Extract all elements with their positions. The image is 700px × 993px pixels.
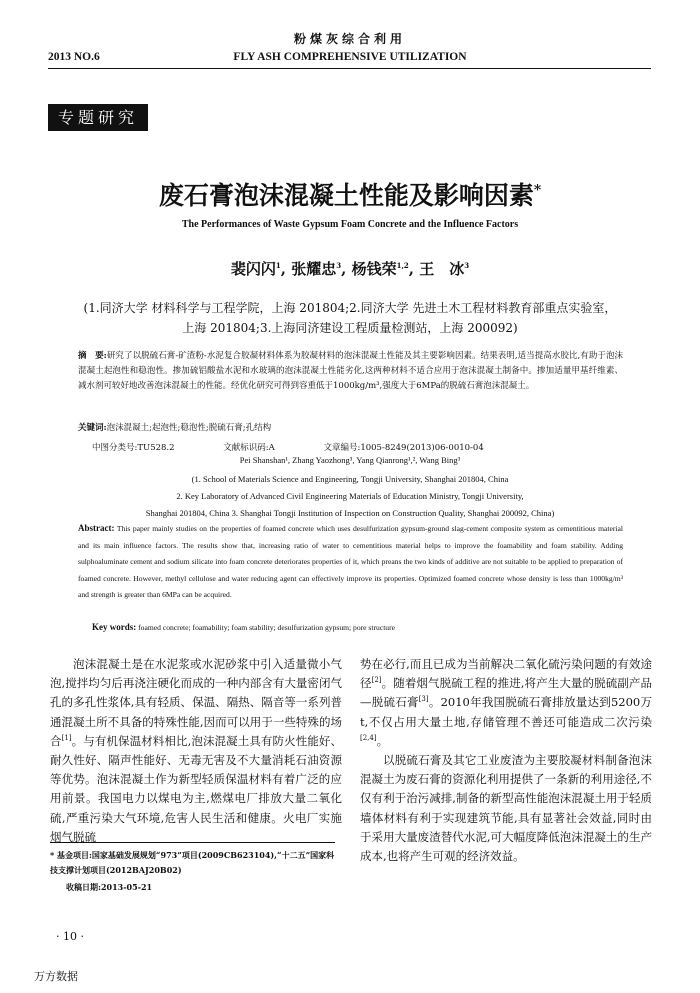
journal-title-en: FLY ASH COMPREHENSIVE UTILIZATION (233, 51, 467, 63)
body-paragraph: 势在必行,而且已成为当前解决二氧化硫污染问题的有效途径[2]。随着烟气脱硫工程的推进,将产生大量的脱硫副产品—脱硫石膏[3]。2010年我国脱硫石膏排放量达到5200万t,不仅占用大量土地,存储管理不善还可能造成二次污染[2,4]。 (360, 657, 653, 748)
clc-number: 中图分类号:TU528.2 (92, 443, 175, 453)
author: 王 冰 (419, 260, 465, 278)
section-label: 专题研究 (48, 104, 148, 131)
keywords-cn: 关键词:泡沫混凝土;起泡性;稳泡性;脱硫石膏;孔结构 (78, 423, 272, 433)
classification-row (92, 441, 530, 453)
author: 张耀忠 (291, 260, 337, 278)
paper-title-cn: 废石膏泡沫混凝土性能及影响因素* (158, 181, 542, 210)
abstract-en: Abstract: This paper mainly studies on the properties of foamed concrete which uses desulfurization gypsum-ground slag-cement composite system as cementitious material and its main influence factors. The results show that, increasing ratio of water to cementitious material helps to improve the foamability and foam stability. Adding sulphoaluminate cement and sodium silicate into foam concrete deteriorates properties of it, which preans the two kinds of additive are not suitable to be applied to preparation of foamed concrete. However, methyl cellulose and water reducing agent can effectively improve its properties. Optimized foamed concrete whose density is less than 1000kg/m³ and strength is greater than 6MPa can be acquired. (78, 523, 624, 599)
article-number: 文章编号:1005-8249(2013)06-0010-04 (323, 443, 484, 453)
doc-code: 文献标识码:A (223, 443, 275, 453)
keywords-en: Key words: foamed concrete; foamability; foam stability; desulfurization gypsum; pore structure (92, 622, 396, 632)
footnote-received-date: 收稿日期:2013-05-21 (66, 882, 153, 892)
paper-title-en: The Performances of Waste Gypsum Foam Concrete and the Influence Factors (181, 219, 519, 230)
page-number: · 10 · (56, 930, 84, 943)
author: 裴闪闪 (230, 260, 276, 278)
author-list: 裴闪闪$^1$, 张耀忠$^3$, 杨钱荣$^{1,2}$, 王 冰$^3$ (230, 260, 470, 278)
title-footnote-mark: * (533, 182, 542, 199)
body-column-right (360, 655, 652, 866)
abstract-cn: 摘 要:研究了以脱硫石膏-矿渣粉-水泥复合胶凝材料体系为胶凝材料的泡沫混凝土性能及其主要影响因素。结果表明,适当提高水胶比,有助于泡沫混凝土起泡性和稳泡性。掺加硫铝酸盐水泥和水玻璃的泡沫混凝土性能劣化,这两种材料不适合应用于泡沫混凝土制备中。掺加适量甲基纤维素、减水剂可较好地改善泡沫混凝土的性能。经优化研究可得到容重低于1000kg/m³,强度大于6MPa的脱硫石膏泡沫混凝土。 (78, 351, 624, 391)
affiliations-en: (1. School of Materials Science and Engineering, Tongji University, Shanghai 201804, China 2. Key Laboratory of Advanced Civil Engineering Materials of Education Ministry, Tongji University, Shanghai 201804, China 3. Shanghai Tongji Institution of Inspection on Construction Quality, Shanghai 200092, China) (145, 474, 555, 518)
journal-title-cn: 粉煤灰综合利用 (293, 32, 406, 46)
body-paragraph: 泡沫混凝土是在水泥浆或水泥砂浆中引入适量微小气泡,搅拌均匀后再浇注硬化而成的一种内部含有大量密闭气孔的多孔性浆体,具有轻质、保温、隔热、隔音等一系列普通混凝土所不具备的特殊性能,因而可以用于一些特殊的场合[1]。与有机保温材料相比,泡沫混凝土具有防火性能好、耐久性好、隔声性能好、无毒无害及不大量消耗石油资源等优势。泡沫混凝土作为新型轻质保温材料有着广泛的应用前景。我国电力以煤电为主,燃煤电厂排放大量二氧化硫,严重污染大气环境,危害人民生活和健康。火电厂实施烟气脱硫 (50, 657, 343, 844)
body-column-left (50, 655, 342, 847)
body-paragraph: 以脱硫石膏及其它工业废渣为主要胶凝材料制备泡沫混凝土为废石膏的资源化利用提供了一条新的利用途径,不仅有利于治污减排,制备的新型高性能泡沫混凝土用于轻质墙体材料有利于实现建筑节能,具有显著社会效益,同时由于采用大量废渣替代水泥,可大幅度降低泡沫混凝土的生产成本,也将产生可观的经济效益。 (360, 753, 652, 864)
author-list-en: Pei Shanshan¹, Zhang Yaozhong³, Yang Qianrong¹,², Wang Bing³ (239, 455, 461, 465)
issue-number: 2013 NO.6 (48, 51, 100, 63)
author: 杨钱荣 (351, 260, 397, 278)
footnote-fund: * 基金项目:国家基础发展规划“973”项目(2009CB623104),“十二五”国家科技支撑计划项目(2012BAJ20B02) (50, 850, 335, 875)
affiliations: (1.同济大学 材料科学与工程学院，上海 201804;2.同济大学 先进土木工程材料教育部重点实验室， 上海 201804;3.上海同济建设工程质量检测站，上海 200092) (83, 301, 617, 335)
header-rule (48, 68, 651, 69)
footnote-rule (50, 842, 335, 843)
watermark: 万方数据 (34, 970, 78, 983)
